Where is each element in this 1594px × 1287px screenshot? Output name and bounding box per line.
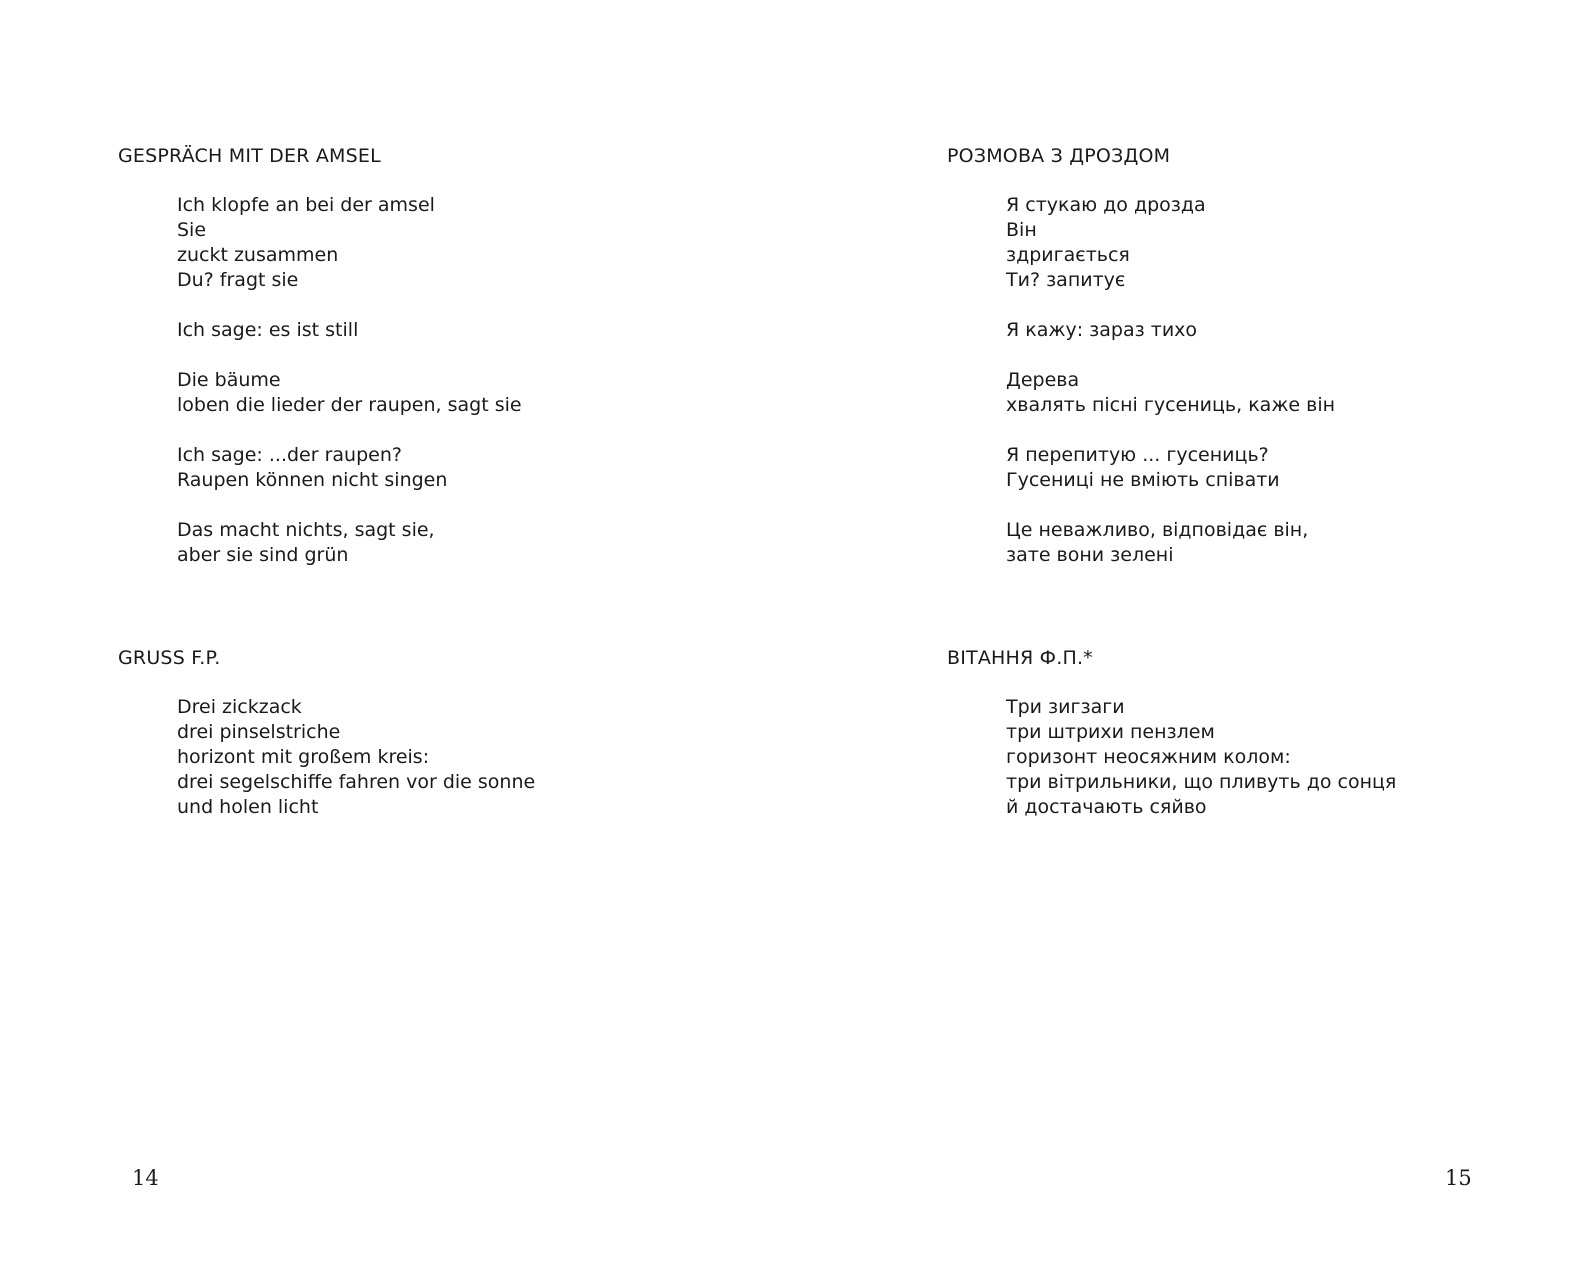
poem-line: Ти? запитує: [1006, 269, 1126, 291]
poem-title: ВІТАННЯ Ф.П.*: [947, 647, 1093, 669]
poem-line: Це неважливо, відповідає він,: [1006, 519, 1309, 541]
poem-line: Я кажу: зараз тихо: [1006, 319, 1198, 341]
poem-line: Ich sage: es ist still: [177, 319, 359, 341]
poem-gesprach-mit-der-amsel: [118, 144, 522, 568]
poem-line: Ich klopfe an bei der amsel: [177, 194, 435, 216]
stanza: [1006, 443, 1335, 493]
poem-line: Ich sage: ...der raupen?: [177, 444, 402, 466]
poem-line: Я стукаю до дрозда: [1006, 194, 1206, 216]
page-number: 14: [132, 1166, 159, 1190]
poem-line: Die bäume: [177, 369, 281, 391]
stanza: [177, 318, 522, 343]
poem-line: und holen licht: [177, 796, 319, 818]
stanza: [177, 368, 522, 418]
right-page: [797, 0, 1594, 1287]
poem-line: Він: [1006, 219, 1037, 241]
poem-line: три вітрильники, що пливуть до сонця: [1006, 771, 1397, 793]
poem-line: loben die lieder der raupen, sagt sie: [177, 394, 522, 416]
stanza: [1006, 318, 1335, 343]
stanza: [177, 518, 522, 568]
poem-title: РОЗМОВА З ДРОЗДОМ: [947, 145, 1171, 167]
stanza: [177, 193, 522, 293]
poem-line: Sie: [177, 219, 207, 241]
poem-line: drei pinselstriche: [177, 721, 341, 743]
poem-line: Du? fragt sie: [177, 269, 299, 291]
poem-line: Дерева: [1006, 369, 1080, 391]
page-number: 15: [1445, 1166, 1472, 1190]
stanza: [177, 695, 535, 820]
poem-line: зате вони зелені: [1006, 544, 1174, 566]
poem-line: Гусениці не вміють співати: [1006, 469, 1280, 491]
poem-line: Raupen können nicht singen: [177, 469, 448, 491]
poem-line: горизонт неосяжним колом:: [1006, 746, 1291, 768]
poem-vitannia-fp: [947, 646, 1396, 820]
poem-line: drei segelschiffe fahren vor die sonne: [177, 771, 536, 793]
stanza: [1006, 368, 1335, 418]
poem-line: здригається: [1006, 244, 1130, 266]
stanza: [1006, 695, 1396, 820]
poem-title: GRUSS F.P.: [118, 647, 221, 669]
poem-line: Три зигзаги: [1006, 696, 1125, 718]
poem-line: Я перепитую ... гусениць?: [1006, 444, 1269, 466]
poem-line: aber sie sind grün: [177, 544, 349, 566]
stanza: [1006, 193, 1335, 293]
poem-line: Das macht nichts, sagt sie,: [177, 519, 435, 541]
stanza: [177, 443, 522, 493]
poem-gruss-fp: [118, 646, 535, 820]
poem-rozmova-z-drozdom: [947, 144, 1335, 568]
stanza: [1006, 518, 1335, 568]
poem-line: хвалять пісні гусениць, каже він: [1006, 394, 1336, 416]
poem-line: horizont mit großem kreis:: [177, 746, 430, 768]
poem-line: й достачають сяйво: [1006, 796, 1207, 818]
poem-line: zuckt zusammen: [177, 244, 339, 266]
poem-line: три штрихи пензлем: [1006, 721, 1215, 743]
poem-title: GESPRÄCH MIT DER AMSEL: [118, 145, 381, 167]
poem-line: Drei zickzack: [177, 696, 302, 718]
